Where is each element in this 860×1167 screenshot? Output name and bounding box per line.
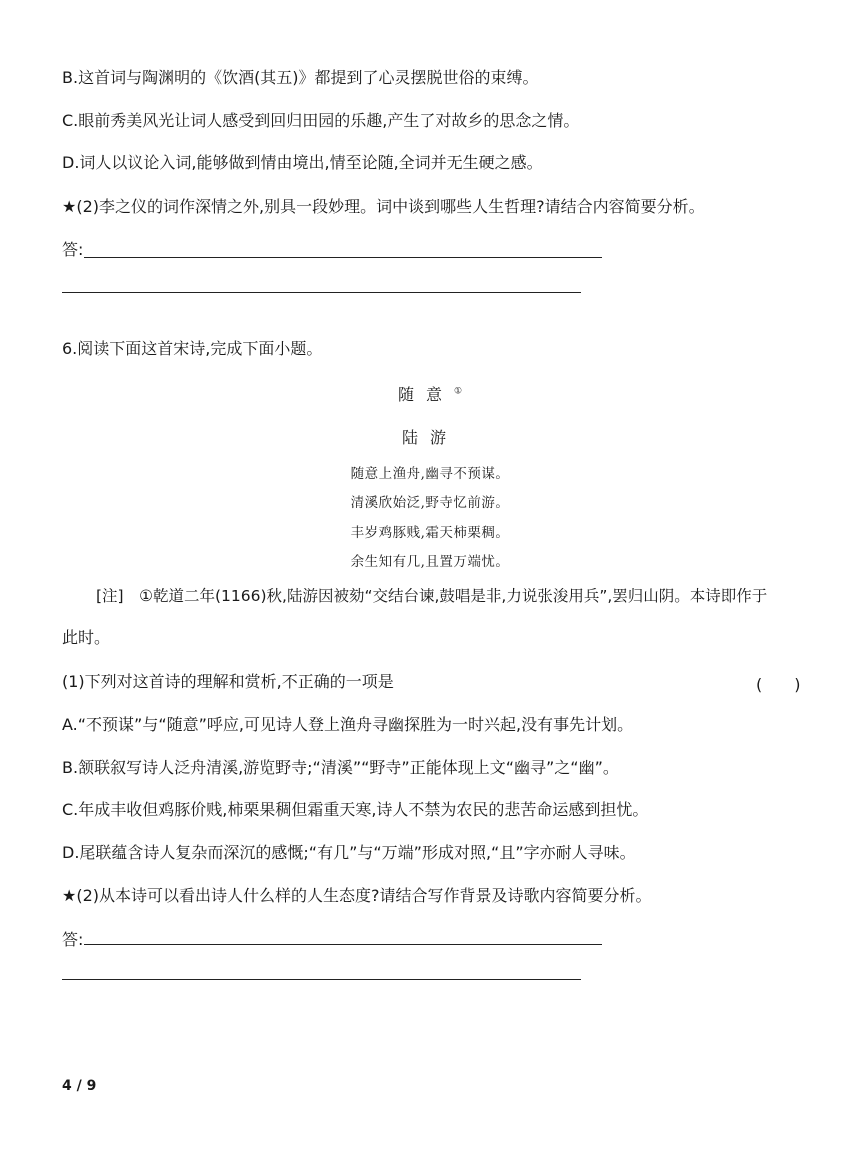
q6-answer-line-1[interactable]	[84, 944, 602, 945]
poem-author: 陆游	[401, 428, 458, 447]
q5-option-d: D.词人以议论入词,能够做到情由境出,情至论随,全词并无生硬之感。	[62, 153, 543, 172]
q6-option-d: D.尾联蕴含诗人复杂而深沉的感慨;“有几”与“万端”形成对照,“且”字亦耐人寻味。	[62, 843, 636, 862]
q6-option-b: B.颔联叙写诗人泛舟清溪,游览野寺;“清溪”“野寺”正能体现上文“幽寻”之“幽”。	[62, 758, 619, 777]
q5-subquestion-2: ★(2)李之仪的词作深情之外,别具一段妙理。词中谈到哪些人生哲理?请结合内容简要分析。	[62, 197, 705, 216]
poem-line-2: 清溪欣始泛,野寺忆前游。	[350, 495, 510, 511]
poem-title-text: 随意	[397, 385, 454, 404]
q6-subquestion-2: ★(2)从本诗可以看出诗人什么样的人生态度?请结合写作背景及诗歌内容简要分析。	[62, 886, 652, 905]
poem-line-4: 余生知有几,且置万端忧。	[350, 554, 510, 570]
q6-intro: 6.阅读下面这首宋诗,完成下面小题。	[62, 339, 323, 358]
poem-note-line-2: 此时。	[62, 628, 111, 647]
q6-answer-line-2[interactable]	[62, 979, 581, 980]
q5-answer-label: 答:	[62, 240, 84, 259]
q6-option-c: C.年成丰收但鸡豚价贱,柿栗果稠但霜重天寒,诗人不禁为农民的悲苦命运感到担忧。	[62, 800, 649, 819]
q5-answer-line-2[interactable]	[62, 292, 581, 293]
poem-line-1: 随意上渔舟,幽寻不预谋。	[350, 466, 510, 482]
poem-line-3: 丰岁鸡豚贱,霜天柿栗稠。	[350, 525, 510, 541]
q5-answer-line-1[interactable]	[84, 257, 602, 258]
q6-option-a: A.“不预谋”与“随意”呼应,可见诗人登上渔舟寻幽探胜为一时兴起,没有事先计划。	[62, 715, 634, 734]
page-number: 4 / 9	[62, 1078, 97, 1094]
poem-title	[0, 382, 860, 405]
q5-option-b: B.这首词与陶渊明的《饮酒(其五)》都提到了心灵摆脱世俗的束缚。	[62, 68, 539, 87]
poem-note-line-1: [注] ①乾道二年(1166)秋,陆游因被劾“交结台谏,鼓唱是非,力说张浚用兵”,罢归山阴。本诗即作于	[96, 587, 768, 605]
poem-title-note: ①	[453, 386, 463, 397]
q5-option-c: C.眼前秀美风光让词人感受到回归田园的乐趣,产生了对故乡的思念之情。	[62, 111, 580, 130]
q6-subquestion-1: (1)下列对这首诗的理解和赏析,不正确的一项是	[62, 672, 394, 691]
q6-answer-paren[interactable]: ( )	[756, 675, 801, 694]
q6-answer-label: 答:	[62, 930, 84, 949]
